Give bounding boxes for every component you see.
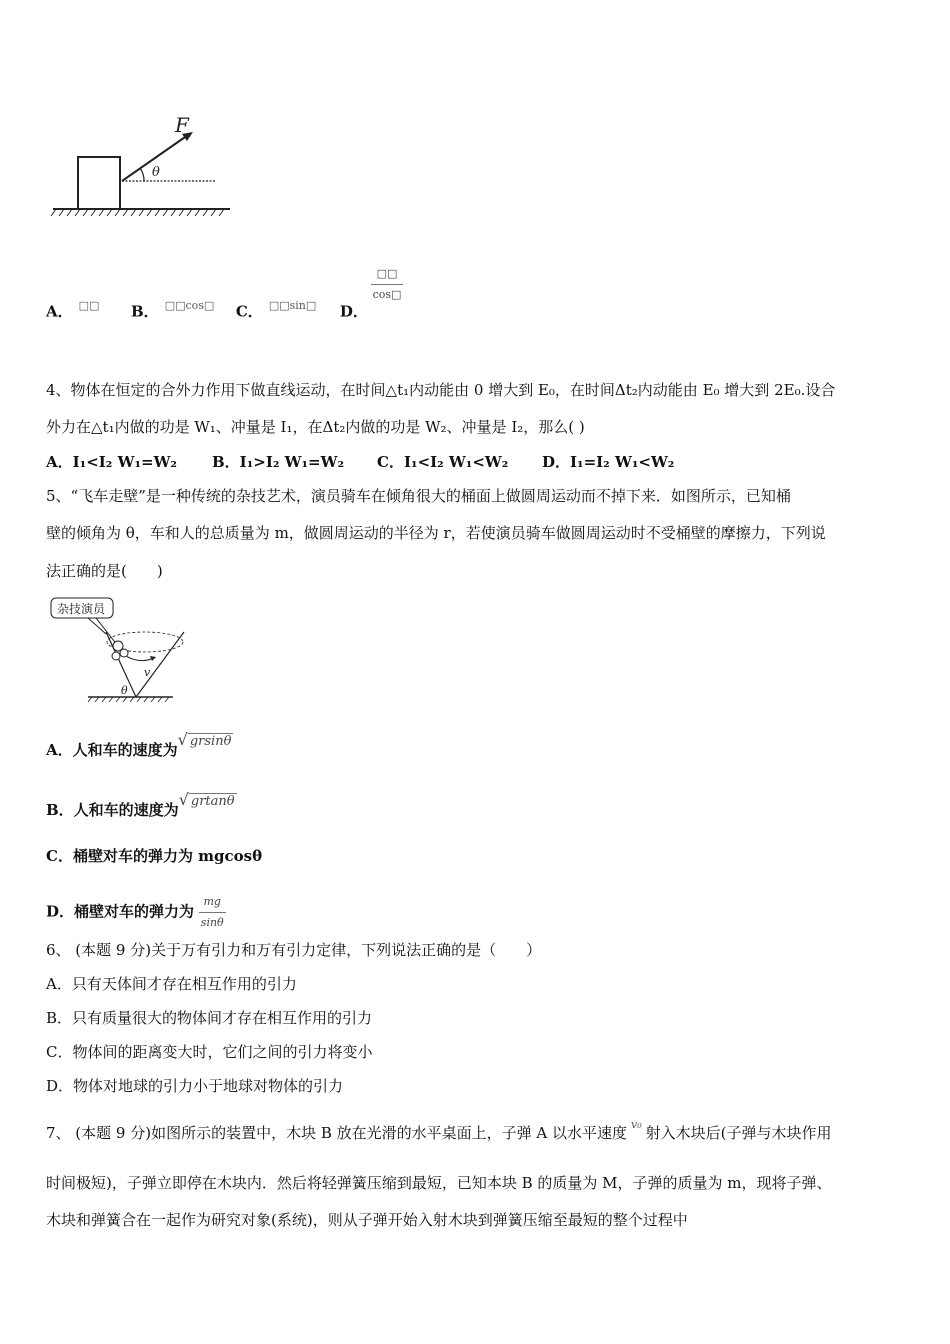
q4-option-c: C．I₁<I₂ W₁<W₂ xyxy=(377,453,509,471)
acrobat-label: 杂技演员 xyxy=(57,602,106,616)
q5-line-3: 法正确的是( ) xyxy=(46,562,163,580)
funnel-diagram xyxy=(48,594,198,706)
q4-option-b: B．I₁>I₂ W₁=W₂ xyxy=(212,453,345,471)
q3-option-b: □□cos□ xyxy=(164,298,215,312)
q5-option-d: D．桶壁对车的弹力为 $\frac{mg}{\sin\theta}$ xyxy=(46,892,226,933)
q7-line-3: 木块和弹簧合在一起作为研究对象(系统)，则从子弹开始入射木块到弹簧压缩至最短的整个过程中 xyxy=(46,1211,688,1229)
force-diagram xyxy=(48,110,248,230)
q6-option-b: B．只有质量很大的物体间才存在相互作用的引力 xyxy=(46,1009,373,1027)
q4-line-2: 外力在△t₁内做的功是 W₁、冲量是 I₁，在Δt₂内做的功是 W₂、冲量是 I₂，那么( ) xyxy=(46,418,585,436)
block xyxy=(78,157,120,209)
q7-line-2: 时间极短)，子弹立即停在木块内．然后将轻弹簧压缩到最短，已知本块 B 的质量为 M，子弹的质量为 m，现将子弹、 xyxy=(46,1174,832,1192)
q5-line-2: 壁的倾角为 θ，车和人的总质量为 m，做圆周运动的半径为 r，若使演员骑车做圆周运动时不受桶壁的摩擦力，下列说 xyxy=(46,524,826,542)
q3-option-c: □□sin□ xyxy=(268,298,317,312)
angle-label: θ xyxy=(152,165,160,180)
q4-option-a: A．I₁<I₂ W₁=W₂ xyxy=(46,453,178,471)
q3-option-d-fraction: $\frac{□□}{\cos□}$ xyxy=(371,264,404,305)
q6-option-c: C．物体间的距离变大时，它们之间的引力将变小 xyxy=(46,1043,373,1061)
q6-option-a: A．只有天体间才存在相互作用的引力 xyxy=(46,975,297,993)
q3-option-a-label: A． xyxy=(46,302,73,321)
q5-option-d-fraction: $\frac{mg}{\sin\theta}$ xyxy=(199,892,226,933)
q5-option-a-math: grsinθ xyxy=(189,734,232,749)
velocity-label: v xyxy=(144,666,151,679)
q3-option-c-label: C． xyxy=(235,302,263,321)
q5-option-b: B．人和车的速度为√ grtanθ xyxy=(46,790,235,819)
q3-options xyxy=(46,267,405,333)
force-label: F xyxy=(175,113,189,137)
angle-label: θ xyxy=(121,684,128,697)
q4-line-1: 4、物体在恒定的合外力作用下做直线运动，在时间△t₁内动能由 0 增大到 E₀，在时间Δt₂内动能由 E₀ 增大到 2E₀.设合 xyxy=(46,381,836,399)
q5-option-b-math: grtanθ xyxy=(190,794,235,809)
q4-option-d: D．I₁=I₂ W₁<W₂ xyxy=(542,453,675,471)
q6-stem: 6、 (本题 9 分)关于万有引力和万有引力定律，下列说法正确的是（ ） xyxy=(46,941,542,959)
initial-velocity: v₀ xyxy=(631,1118,642,1131)
q3-option-a: □□ xyxy=(78,298,100,312)
q3-option-b-label: B． xyxy=(131,302,159,321)
q3-option-d-label: D． xyxy=(339,302,368,321)
q5-line-1: 5、“飞车走壁”是一种传统的杂技艺术，演员骑车在倾角很大的桶面上做圆周运动而不掉下来．如图所示，已知桶 xyxy=(46,487,791,505)
q7-line-1: 7、 (本题 9 分)如图所示的装置中，木块 B 放在光滑的水平桌面上，子弹 A 以水平速度 $^{v_0}$ 射入木块后(子弹与木块作用 xyxy=(46,1118,832,1142)
q5-option-c: C．桶壁对车的弹力为 mgcosθ xyxy=(46,847,263,865)
q5-option-a: A．人和车的速度为√ grsinθ xyxy=(46,730,232,759)
q6-option-d: D．物体对地球的引力小于地球对物体的引力 xyxy=(46,1077,344,1095)
